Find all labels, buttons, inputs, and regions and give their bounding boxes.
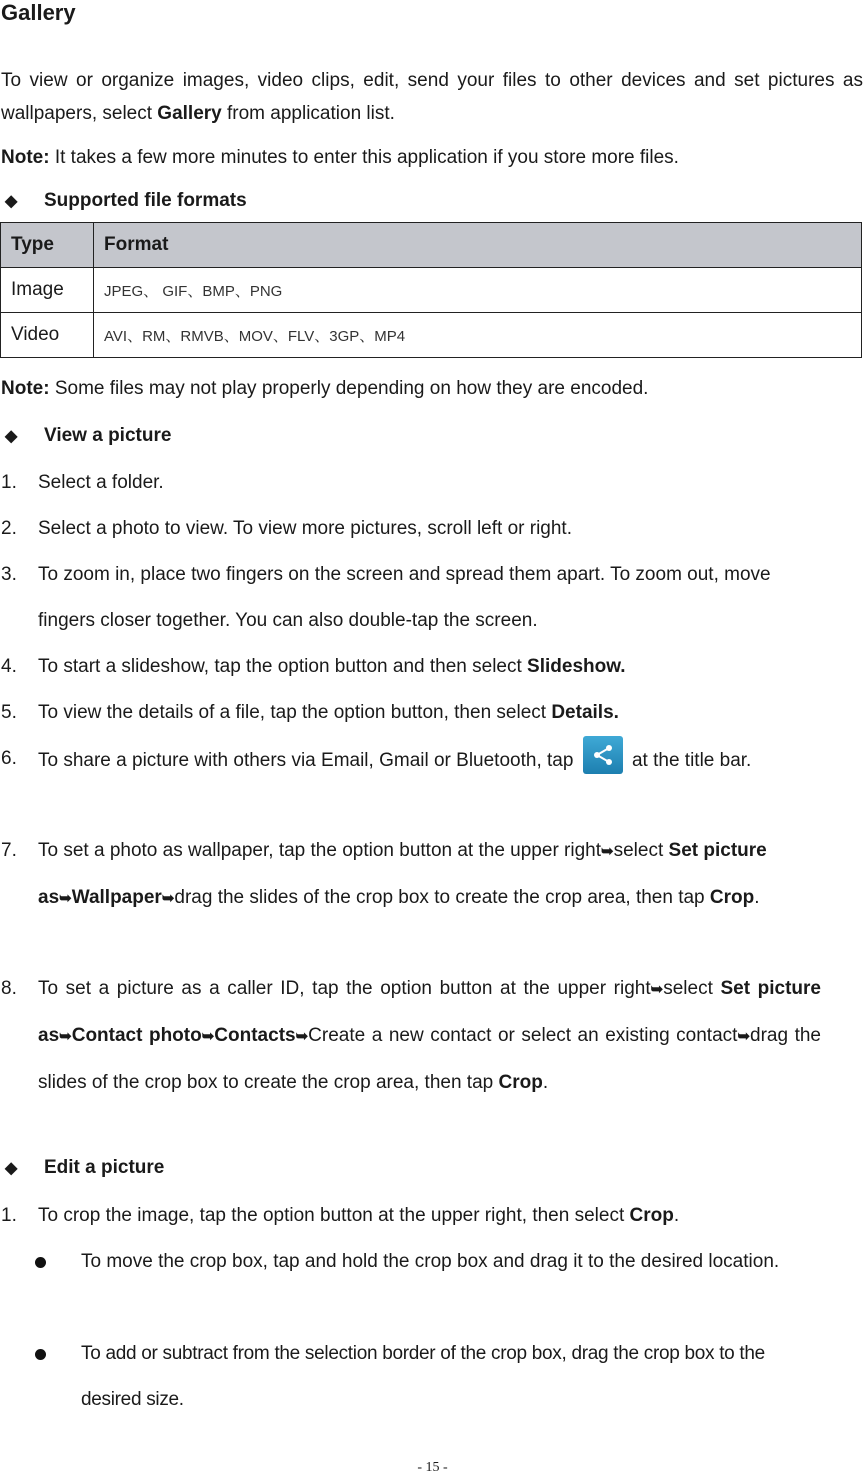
list-number: 1. xyxy=(1,1205,17,1226)
note-2 xyxy=(1,372,648,405)
list-item xyxy=(1,644,821,690)
text: select xyxy=(663,978,721,999)
list-number: 8. xyxy=(1,978,17,999)
section-edit-picture xyxy=(5,1157,164,1179)
text: To set a picture as a caller ID, tap the option button at the upper right xyxy=(38,978,651,999)
text: select xyxy=(613,840,669,861)
share-icon xyxy=(583,736,623,774)
list-item xyxy=(1,966,821,1106)
arrow-icon: ➥ xyxy=(601,843,614,860)
bullet-dot-icon xyxy=(35,1349,46,1360)
section-heading: Supported file formats xyxy=(44,190,247,211)
text: To crop the image, tap the option button at the upper right, then select xyxy=(38,1205,630,1226)
intro-text: To view or organize images, video clips, edit, send your files to other devices and set pictures as wallpapers, select xyxy=(1,70,863,124)
list-number: 7. xyxy=(1,840,17,861)
list-text: Select a photo to view. To view more pictures, scroll left or right. xyxy=(38,518,572,539)
list-item xyxy=(1,1193,821,1239)
table-cell-type: Video xyxy=(1,313,94,358)
formats-table xyxy=(0,222,862,358)
crop-bold: Crop xyxy=(629,1205,674,1226)
list-item xyxy=(1,552,821,644)
section-heading: Edit a picture xyxy=(44,1157,165,1178)
page-number: - 15 - xyxy=(417,1460,448,1475)
list-text xyxy=(38,828,821,922)
arrow-icon: ➥ xyxy=(737,1028,751,1045)
table-cell-type: Image xyxy=(1,268,94,313)
slideshow-bold: Slideshow. xyxy=(527,656,626,677)
set-picture-as-bold: Set picture as xyxy=(38,978,821,1046)
contacts-bold: Contacts xyxy=(214,1025,296,1046)
table-header-format: Format xyxy=(94,223,862,268)
list-number: 4. xyxy=(1,656,17,677)
table-row xyxy=(1,313,862,358)
arrow-icon: ➥ xyxy=(650,981,664,998)
list-text xyxy=(38,644,821,690)
text: drag the slides of the crop box to create the crop area, then tap xyxy=(38,1025,821,1093)
diamond-icon: ◆ xyxy=(5,1160,18,1177)
arrow-icon: ➥ xyxy=(295,1028,309,1045)
note-1 xyxy=(1,141,679,174)
list-text: Select a folder. xyxy=(38,472,164,493)
list-number: 3. xyxy=(1,564,17,585)
section-heading: View a picture xyxy=(44,425,172,446)
table-cell-format: JPEG、 GIF、BMP、PNG xyxy=(94,268,862,313)
note-text: Some files may not play properly depending on how they are encoded. xyxy=(49,378,649,399)
bullet-item xyxy=(35,1331,821,1423)
table-header-row xyxy=(1,223,862,268)
list-number: 1. xyxy=(1,472,17,493)
table-row xyxy=(1,268,862,313)
section-view-picture xyxy=(5,425,171,447)
text: To set a photo as wallpaper, tap the option button at the upper right xyxy=(38,840,602,861)
section-supported-formats xyxy=(5,190,247,212)
bullet-text: To move the crop box, tap and hold the crop box and drag it to the desired location. xyxy=(81,1251,780,1272)
bullet-dot-icon xyxy=(35,1257,46,1268)
list-text: To zoom in, place two fingers on the screen and spread them apart. To zoom out, move fingers closer together. You can also double-tap the screen. xyxy=(38,564,771,631)
text: . xyxy=(673,1205,680,1226)
list-item xyxy=(1,828,821,922)
list-text xyxy=(38,690,821,736)
details-bold: Details. xyxy=(551,702,619,723)
intro-gallery-bold: Gallery xyxy=(157,103,222,124)
text: To start a slideshow, tap the option button and then select xyxy=(38,656,528,677)
crop-bold: Crop xyxy=(498,1072,543,1093)
list-number: 6. xyxy=(1,748,17,769)
text: . xyxy=(542,1072,549,1093)
intro-text-end: from application list. xyxy=(221,103,395,124)
wallpaper-bold: Wallpaper xyxy=(71,887,162,908)
list-item xyxy=(1,506,821,552)
arrow-icon: ➥ xyxy=(201,1028,215,1045)
arrow-icon: ➥ xyxy=(59,890,72,907)
list-item xyxy=(1,690,821,736)
text: Create a new contact or select an existing contact xyxy=(308,1025,738,1046)
text: drag the slides of the crop box to create the crop area, then tap xyxy=(174,887,710,908)
crop-bold: Crop xyxy=(709,887,755,908)
intro-paragraph xyxy=(1,64,863,130)
list-number: 2. xyxy=(1,518,17,539)
text: To view the details of a file, tap the option button, then select xyxy=(38,702,552,723)
list-number: 5. xyxy=(1,702,17,723)
page-title: Gallery xyxy=(1,0,76,25)
list-text xyxy=(38,736,821,784)
text: at the title bar. xyxy=(626,750,752,771)
bullet-item xyxy=(35,1239,821,1285)
list-text xyxy=(38,1193,821,1239)
list-item xyxy=(1,736,821,784)
diamond-icon: ◆ xyxy=(5,193,18,210)
note-text: It takes a few more minutes to enter this application if you store more files. xyxy=(49,147,679,168)
contact-photo-bold: Contact photo xyxy=(71,1025,202,1046)
note-label: Note: xyxy=(1,147,50,168)
arrow-icon: ➥ xyxy=(161,890,175,907)
table-cell-format: AVI、RM、RMVB、MOV、FLV、3GP、MP4 xyxy=(94,313,862,358)
text: To share a picture with others via Email, Gmail or Bluetooth, tap xyxy=(38,750,579,771)
set-picture-as-bold: Set picture as xyxy=(38,840,767,908)
arrow-icon: ➥ xyxy=(59,1028,72,1045)
text: . xyxy=(754,887,760,908)
note-label: Note: xyxy=(1,378,50,399)
list-text xyxy=(38,966,821,1106)
table-header-type: Type xyxy=(1,223,94,268)
list-item xyxy=(1,460,821,506)
bullet-text: To add or subtract from the selection border of the crop box, drag the crop box to the desired size. xyxy=(81,1343,765,1410)
diamond-icon: ◆ xyxy=(5,428,18,445)
